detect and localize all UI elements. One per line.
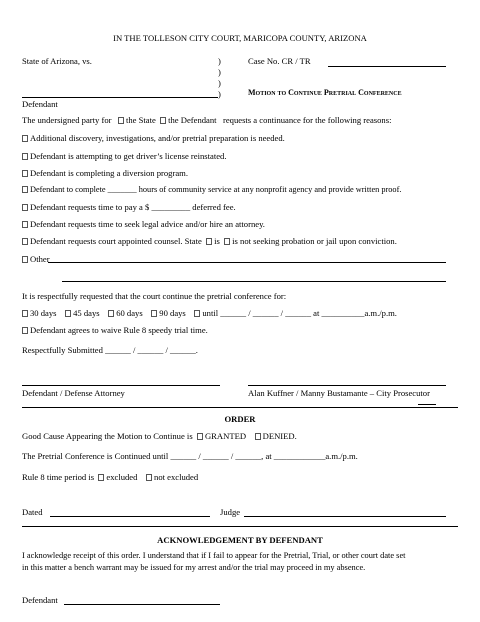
- reason-item: [22, 220, 265, 229]
- case-number-label: Case No. CR / TR: [248, 56, 311, 66]
- option-checkbox[interactable]: [194, 310, 200, 317]
- order-divider: [22, 407, 458, 408]
- ack-defendant-signature-line[interactable]: [64, 604, 220, 605]
- reason-text: Defendant is completing a diversion program.: [30, 168, 188, 178]
- reason-checkbox[interactable]: [22, 153, 28, 160]
- good-cause-line: [22, 432, 297, 441]
- reason-checkbox[interactable]: [22, 238, 28, 245]
- caption-paren: ): [218, 89, 221, 99]
- state-is-checkbox[interactable]: [206, 238, 212, 245]
- state-is-not-checkbox[interactable]: [224, 238, 230, 245]
- continued-until: The Pretrial Conference is Continued until ______ / ______ / ______, at ____________a.m./p.m.: [22, 451, 358, 461]
- granted-label: GRANTED: [204, 431, 247, 441]
- reason-text: Defendant requests time to pay a $ _________ deferred fee.: [30, 202, 236, 212]
- dated-label: Dated: [22, 507, 43, 517]
- state-checkbox[interactable]: [118, 117, 124, 124]
- reason-item: [22, 152, 226, 161]
- prosecutor-signature-line[interactable]: [248, 385, 446, 386]
- reason-item-other: [22, 255, 50, 264]
- denied-label: DENIED.: [262, 431, 297, 441]
- reason-checkbox[interactable]: [22, 170, 28, 177]
- reason-text: Defendant is attempting to get driver’s license reinstated.: [30, 151, 227, 161]
- reason-item: [22, 169, 188, 178]
- intro-prefix: The undersigned party for: [22, 115, 112, 125]
- reason-checkbox[interactable]: [22, 204, 28, 211]
- option-checkbox[interactable]: [151, 310, 157, 317]
- waive-checkbox[interactable]: [22, 327, 28, 334]
- reason-item: [22, 186, 401, 194]
- intro-suffix: requests a continuance for the following reasons:: [222, 115, 392, 125]
- reason-text: Defendant to complete _______ hours of community service at any nonprofit agency and provide written proof.: [30, 185, 402, 194]
- prosecutor-underline: [418, 404, 436, 405]
- denied-checkbox[interactable]: [255, 433, 261, 440]
- caption-paren: ): [218, 56, 221, 66]
- granted-checkbox[interactable]: [197, 433, 203, 440]
- reason-item: [22, 203, 236, 212]
- rule8-text: Rule 8 time period is: [22, 472, 95, 482]
- waive-item: [22, 326, 208, 335]
- court-header: IN THE TOLLESON CITY COURT, MARICOPA COUNTY, ARIZONA: [113, 33, 367, 43]
- reason-text: Defendant requests time to seek legal advice and/or hire an attorney.: [30, 219, 265, 229]
- defendant-label: Defendant: [22, 99, 58, 109]
- option-label: until ______ / ______ / ______ at __________a.m./p.m.: [202, 308, 397, 318]
- request-text: It is respectfully requested that the court continue the pretrial conference for:: [22, 291, 287, 301]
- not-excluded-label: not excluded: [154, 472, 199, 482]
- reason-checkbox[interactable]: [22, 221, 28, 228]
- ack-divider: [22, 526, 458, 527]
- reason-item-counsel: [22, 237, 397, 246]
- ack-title: ACKNOWLEDGEMENT BY DEFENDANT: [157, 535, 323, 545]
- is-not-label: is not seeking probation or jail upon conviction.: [232, 236, 397, 246]
- option-label: 30 days: [30, 308, 57, 318]
- order-title: ORDER: [224, 414, 256, 424]
- option-label: 45 days: [73, 308, 100, 318]
- state-line: State of Arizona, vs.: [22, 56, 92, 66]
- option-checkbox[interactable]: [65, 310, 71, 317]
- excluded-checkbox[interactable]: [98, 474, 104, 481]
- option-checkbox[interactable]: [22, 310, 28, 317]
- rule8-line: [22, 473, 198, 482]
- reason-checkbox[interactable]: [22, 135, 28, 142]
- caption-paren: ): [218, 78, 221, 88]
- reason-checkbox[interactable]: [22, 186, 28, 193]
- defense-signature-label: Defendant / Defense Attorney: [22, 388, 125, 398]
- intro-state: the State: [125, 115, 156, 125]
- excluded-label: excluded: [106, 472, 138, 482]
- ack-text-line2: in this matter a bench warrant may be issued for my arrest and/or the trial may proceed in my absence.: [22, 563, 366, 572]
- defendant-name-line[interactable]: [22, 97, 218, 98]
- caption-paren: ): [218, 67, 221, 77]
- other-line-2[interactable]: [62, 281, 446, 282]
- prosecutor-signature-label: Alan Kuffner / Manny Bustamante – City Prosecutor: [248, 388, 430, 398]
- intro-line: [22, 116, 391, 125]
- reason-text: Additional discovery, investigations, and/or pretrial preparation is needed.: [30, 133, 285, 143]
- intro-defendant: the Defendant: [168, 115, 217, 125]
- option-label: 90 days: [159, 308, 186, 318]
- is-label: is: [214, 236, 220, 246]
- dated-line[interactable]: [50, 516, 210, 517]
- not-excluded-checkbox[interactable]: [146, 474, 152, 481]
- respectfully-submitted: Respectfully Submitted ______ / ______ / ______.: [22, 345, 198, 355]
- reason-text: Defendant requests court appointed counsel. State: [30, 236, 202, 246]
- continuance-options: [22, 309, 397, 318]
- reason-item: [22, 134, 285, 143]
- other-label: Other: [30, 254, 50, 264]
- ack-defendant-label: Defendant: [22, 595, 58, 605]
- other-checkbox[interactable]: [22, 256, 28, 263]
- judge-label: Judge: [220, 507, 241, 517]
- good-cause-text: Good Cause Appearing the Motion to Continue is: [22, 431, 193, 441]
- defense-signature-line[interactable]: [22, 385, 220, 386]
- motion-title: Motion to Continue Pretrial Conference: [248, 88, 402, 97]
- case-number-line[interactable]: [328, 66, 446, 67]
- option-label: 60 days: [116, 308, 143, 318]
- waive-label: Defendant agrees to waive Rule 8 speedy trial time.: [30, 325, 208, 335]
- judge-signature-line[interactable]: [244, 516, 446, 517]
- defendant-checkbox[interactable]: [160, 117, 166, 124]
- option-checkbox[interactable]: [108, 310, 114, 317]
- ack-text-line1: I acknowledge receipt of this order. I understand that if I fail to appear for the Pretrial, Trial, or other court date set: [22, 551, 406, 560]
- other-line[interactable]: [48, 262, 446, 263]
